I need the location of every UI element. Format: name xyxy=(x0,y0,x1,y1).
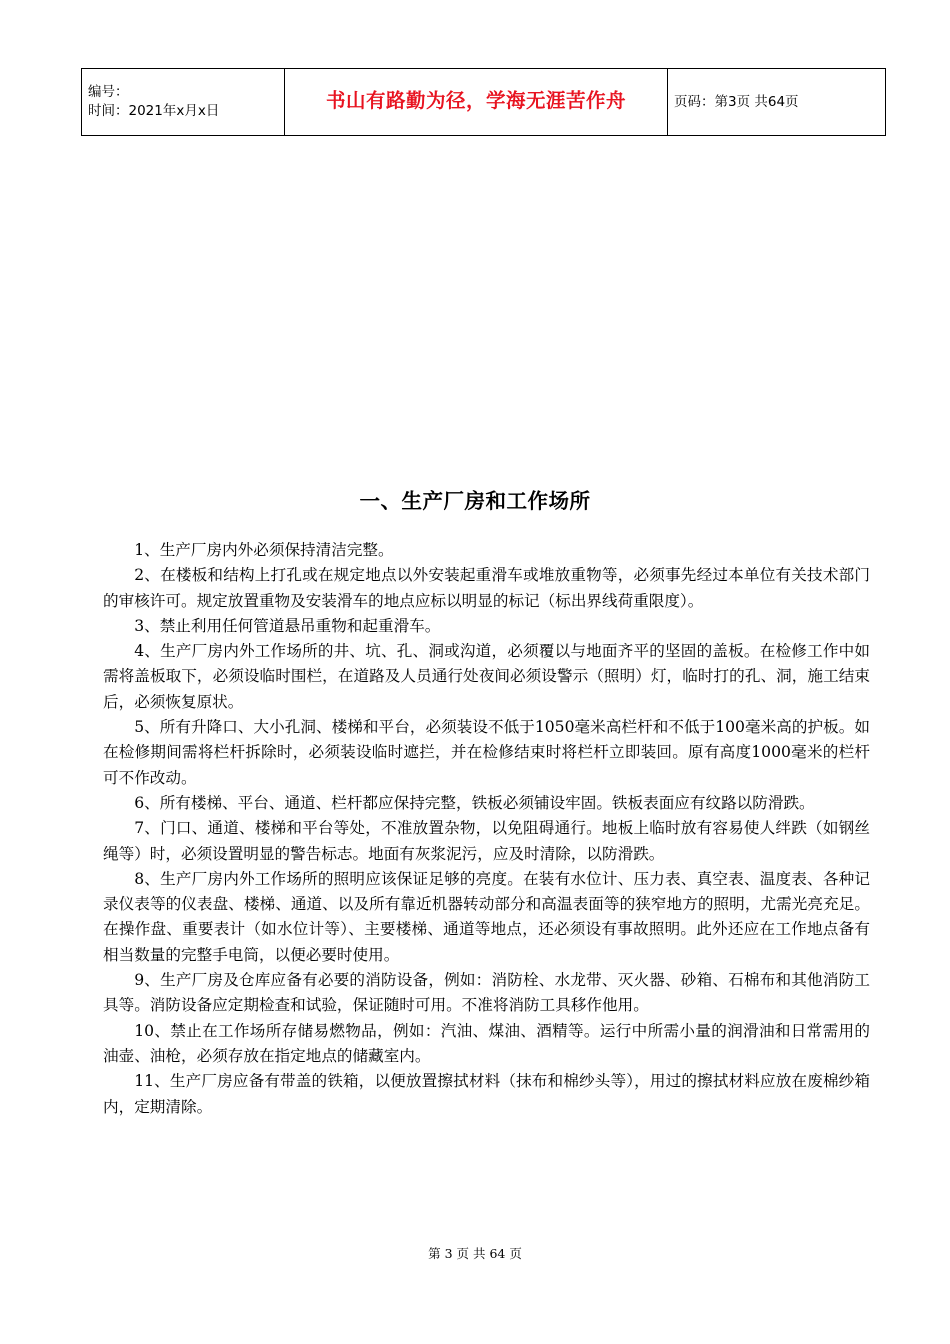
document-header xyxy=(81,68,886,136)
header-page-cell xyxy=(668,69,886,136)
paragraph-8: 8、生产厂房内外工作场所的照明应该保证足够的亮度。在装有水位计、压力表、真空表、温度表、各种记录仪表等的仪表盘、楼梯、通道、以及所有靠近机器转动部分和高温表面等的狭窄地方的照明，尤需光亮充足。在操作盘、重要表计（如水位计等）、主要楼梯、通道等地点，还必须设有事故照明。此外还应在工作地点备有相当数量的完整手电筒，以便必要时使用。 xyxy=(103,869,870,964)
paragraph-1: 1、生产厂房内外必须保持清洁完整。 xyxy=(134,541,394,559)
header-motto-cell xyxy=(285,69,668,136)
document-number-label: 编号： xyxy=(88,84,129,100)
paragraph-10: 10、禁止在工作场所存储易燃物品，例如：汽油、煤油、酒精等。运行中所需小量的润滑油和日常需用的油壶、油枪，必须存放在指定地点的储藏室内。 xyxy=(103,1021,870,1065)
paragraph-5: 5、所有升降口、大小孔洞、楼梯和平台，必须装设不低于1050毫米高栏杆和不低于100毫米高的护板。如在检修期间需将栏杆拆除时，必须装设临时遮拦，并在检修结束时将栏杆立即装回。原有高度1000毫米的栏杆可不作改动。 xyxy=(103,718,870,787)
page-footer: 第 3 页 共 64 页 xyxy=(428,1246,522,1261)
paragraph-6: 6、所有楼梯、平台、通道、栏杆都应保持完整，铁板必须铺设牢固。铁板表面应有纹路以防滑跌。 xyxy=(134,793,815,812)
document-body xyxy=(103,538,870,1120)
header-motto: 书山有路勤为径，学海无涯苦作舟 xyxy=(325,89,626,112)
header-page-info: 页码：第3页 共64页 xyxy=(674,93,799,110)
paragraph-11: 11、生产厂房应备有带盖的铁箱，以便放置擦拭材料（抹布和棉纱头等），用过的擦拭材料应放在废棉纱箱内，定期清除。 xyxy=(103,1072,870,1116)
paragraph-2: 2、在楼板和结构上打孔或在规定地点以外安装起重滑车或堆放重物等，必须事先经过本单位有关技术部门的审核许可。规定放置重物及安装滑车的地点应标以明显的标记（标出界线荷重限度）。 xyxy=(103,566,870,610)
header-info-cell xyxy=(82,69,285,136)
section-title: 一、生产厂房和工作场所 xyxy=(359,489,591,513)
document-date: 时间：2021年x月x日 xyxy=(88,103,220,119)
paragraph-9: 9、生产厂房及仓库应备有必要的消防设备，例如：消防栓、水龙带、灭火器、砂箱、石棉布和其他消防工具等。消防设备应定期检查和试验，保证随时可用。不准将消防工具移作他用。 xyxy=(103,971,870,1015)
paragraph-3: 3、禁止利用任何管道悬吊重物和起重滑车。 xyxy=(134,616,441,635)
paragraph-4: 4、生产厂房内外工作场所的井、坑、孔、洞或沟道，必须覆以与地面齐平的坚固的盖板。在检修工作中如需将盖板取下，必须设临时围栏，在道路及人员通行处夜间必须设警示（照明）灯，临时打的孔、洞，施工结束后，必须恢复原状。 xyxy=(103,642,870,711)
paragraph-7: 7、门口、通道、楼梯和平台等处，不准放置杂物，以免阻碍通行。地板上临时放有容易使人绊跌（如钢丝绳等）时，必须设置明显的警告标志。地面有灰浆泥污，应及时清除，以防滑跌。 xyxy=(103,819,870,863)
